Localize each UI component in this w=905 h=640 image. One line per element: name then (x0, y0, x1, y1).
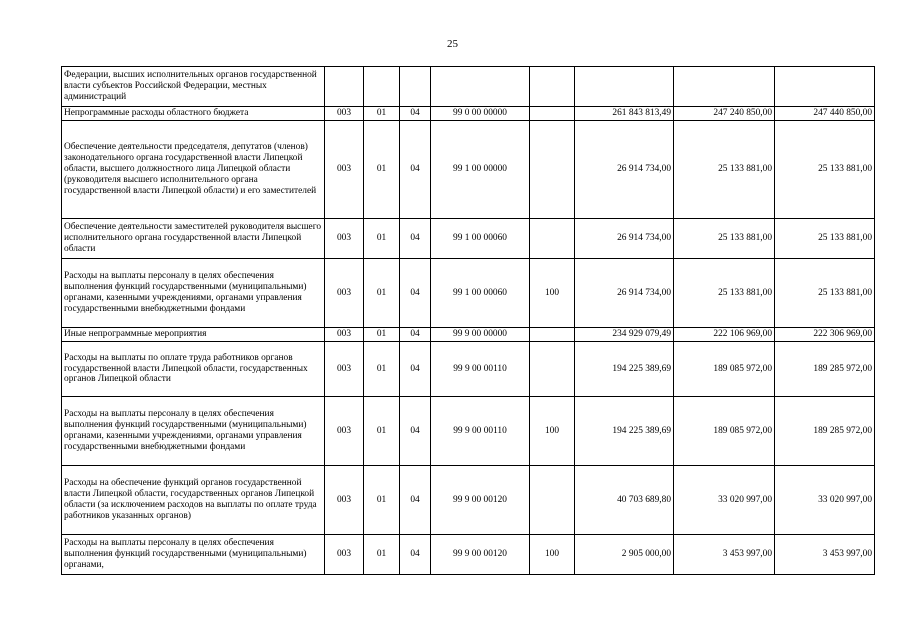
amount-year-3: 25 133 881,00 (775, 121, 875, 219)
expense-type-code (530, 342, 575, 397)
amount-year-2: 25 133 881,00 (674, 219, 775, 259)
ministry-code: 003 (325, 342, 364, 397)
row-name: Расходы на выплаты персоналу в целях обеспечения выполнения функций государственными (муниципальными) органами, (62, 535, 325, 575)
section-code: 01 (364, 466, 400, 535)
subsection-code: 04 (400, 342, 431, 397)
target-article-code: 99 9 00 00000 (431, 328, 530, 342)
amount-year-2 (674, 67, 775, 107)
amount-year-3 (775, 67, 875, 107)
amount-year-2: 222 106 969,00 (674, 328, 775, 342)
subsection-code: 04 (400, 219, 431, 259)
target-article-code: 99 9 00 00110 (431, 397, 530, 466)
amount-year-3: 189 285 972,00 (775, 342, 875, 397)
amount-year-1: 26 914 734,00 (575, 219, 674, 259)
amount-year-3: 222 306 969,00 (775, 328, 875, 342)
amount-year-2: 247 240 850,00 (674, 107, 775, 121)
expense-type-code: 100 (530, 259, 575, 328)
amount-year-3: 3 453 997,00 (775, 535, 875, 575)
target-article-code: 99 9 00 00110 (431, 342, 530, 397)
row-name: Расходы на обеспечение функций органов государственной власти Липецкой области, государственных органов Липецкой области (за исключением расходов на выплаты по оплате труда работников указанных органов) (62, 466, 325, 535)
table-row (62, 342, 875, 397)
amount-year-1: 261 843 813,49 (575, 107, 674, 121)
expense-type-code (530, 466, 575, 535)
subsection-code (400, 67, 431, 107)
expense-type-code (530, 67, 575, 107)
subsection-code: 04 (400, 535, 431, 575)
table-row (62, 107, 875, 121)
row-name: Расходы на выплаты персоналу в целях обеспечения выполнения функций государственными (муниципальными) органами, казенными учреждениями, органами управления государственными внебюджетными фондами (62, 397, 325, 466)
subsection-code: 04 (400, 259, 431, 328)
section-code: 01 (364, 397, 400, 466)
expense-type-code: 100 (530, 397, 575, 466)
page-number: 25 (447, 38, 458, 50)
amount-year-2: 189 085 972,00 (674, 342, 775, 397)
section-code: 01 (364, 121, 400, 219)
subsection-code: 04 (400, 107, 431, 121)
target-article-code: 99 9 00 00120 (431, 535, 530, 575)
section-code: 01 (364, 107, 400, 121)
amount-year-3: 25 133 881,00 (775, 219, 875, 259)
amount-year-2: 25 133 881,00 (674, 121, 775, 219)
amount-year-2: 3 453 997,00 (674, 535, 775, 575)
section-code: 01 (364, 342, 400, 397)
section-code: 01 (364, 328, 400, 342)
ministry-code: 003 (325, 535, 364, 575)
amount-year-3: 189 285 972,00 (775, 397, 875, 466)
expense-type-code (530, 121, 575, 219)
ministry-code: 003 (325, 121, 364, 219)
row-name: Расходы на выплаты по оплате труда работников органов государственной власти Липецкой области, государственных органов Липецкой области (62, 342, 325, 397)
table-row (62, 67, 875, 107)
target-article-code: 99 1 00 00060 (431, 259, 530, 328)
budget-table (61, 66, 875, 575)
expense-type-code (530, 219, 575, 259)
expense-type-code: 100 (530, 535, 575, 575)
table-row (62, 259, 875, 328)
amount-year-1: 2 905 000,00 (575, 535, 674, 575)
amount-year-1: 234 929 079,49 (575, 328, 674, 342)
amount-year-1: 26 914 734,00 (575, 121, 674, 219)
amount-year-2: 33 020 997,00 (674, 466, 775, 535)
amount-year-1: 26 914 734,00 (575, 259, 674, 328)
target-article-code: 99 1 00 00000 (431, 121, 530, 219)
section-code: 01 (364, 535, 400, 575)
subsection-code: 04 (400, 121, 431, 219)
ministry-code (325, 67, 364, 107)
row-name: Обеспечение деятельности заместителей руководителя высшего исполнительного органа государственной власти Липецкой области (62, 219, 325, 259)
section-code: 01 (364, 259, 400, 328)
ministry-code: 003 (325, 259, 364, 328)
section-code: 01 (364, 219, 400, 259)
subsection-code: 04 (400, 397, 431, 466)
target-article-code: 99 9 00 00120 (431, 466, 530, 535)
target-article-code (431, 67, 530, 107)
ministry-code: 003 (325, 397, 364, 466)
amount-year-2: 25 133 881,00 (674, 259, 775, 328)
amount-year-1: 194 225 389,69 (575, 397, 674, 466)
row-name: Расходы на выплаты персоналу в целях обеспечения выполнения функций государственными (муниципальными) органами, казенными учреждениями, органами управления государственными внебюджетными фондами (62, 259, 325, 328)
amount-year-1 (575, 67, 674, 107)
ministry-code: 003 (325, 107, 364, 121)
row-name: Иные непрограммные мероприятия (62, 328, 325, 342)
table-row (62, 397, 875, 466)
amount-year-1: 40 703 689,80 (575, 466, 674, 535)
target-article-code: 99 0 00 00000 (431, 107, 530, 121)
amount-year-3: 247 440 850,00 (775, 107, 875, 121)
row-name: Непрограммные расходы областного бюджета (62, 107, 325, 121)
expense-type-code (530, 328, 575, 342)
row-name: Обеспечение деятельности председателя, депутатов (членов) законодательного органа государственной власти Липецкой области, высшего должностного лица Липецкой области (руководителя высшего исполнительного органа государственной власти Липецкой области) и его заместителей (62, 121, 325, 219)
subsection-code: 04 (400, 328, 431, 342)
table-row (62, 219, 875, 259)
amount-year-3: 33 020 997,00 (775, 466, 875, 535)
table-row (62, 466, 875, 535)
expense-type-code (530, 107, 575, 121)
amount-year-2: 189 085 972,00 (674, 397, 775, 466)
table-row (62, 121, 875, 219)
ministry-code: 003 (325, 328, 364, 342)
amount-year-3: 25 133 881,00 (775, 259, 875, 328)
table-row (62, 535, 875, 575)
row-name: Федерации, высших исполнительных органов государственной власти субъектов Российской Федерации, местных администраций (62, 67, 325, 107)
ministry-code: 003 (325, 466, 364, 535)
table-row (62, 328, 875, 342)
target-article-code: 99 1 00 00060 (431, 219, 530, 259)
subsection-code: 04 (400, 466, 431, 535)
amount-year-1: 194 225 389,69 (575, 342, 674, 397)
budget-table-body (62, 67, 875, 575)
ministry-code: 003 (325, 219, 364, 259)
section-code (364, 67, 400, 107)
